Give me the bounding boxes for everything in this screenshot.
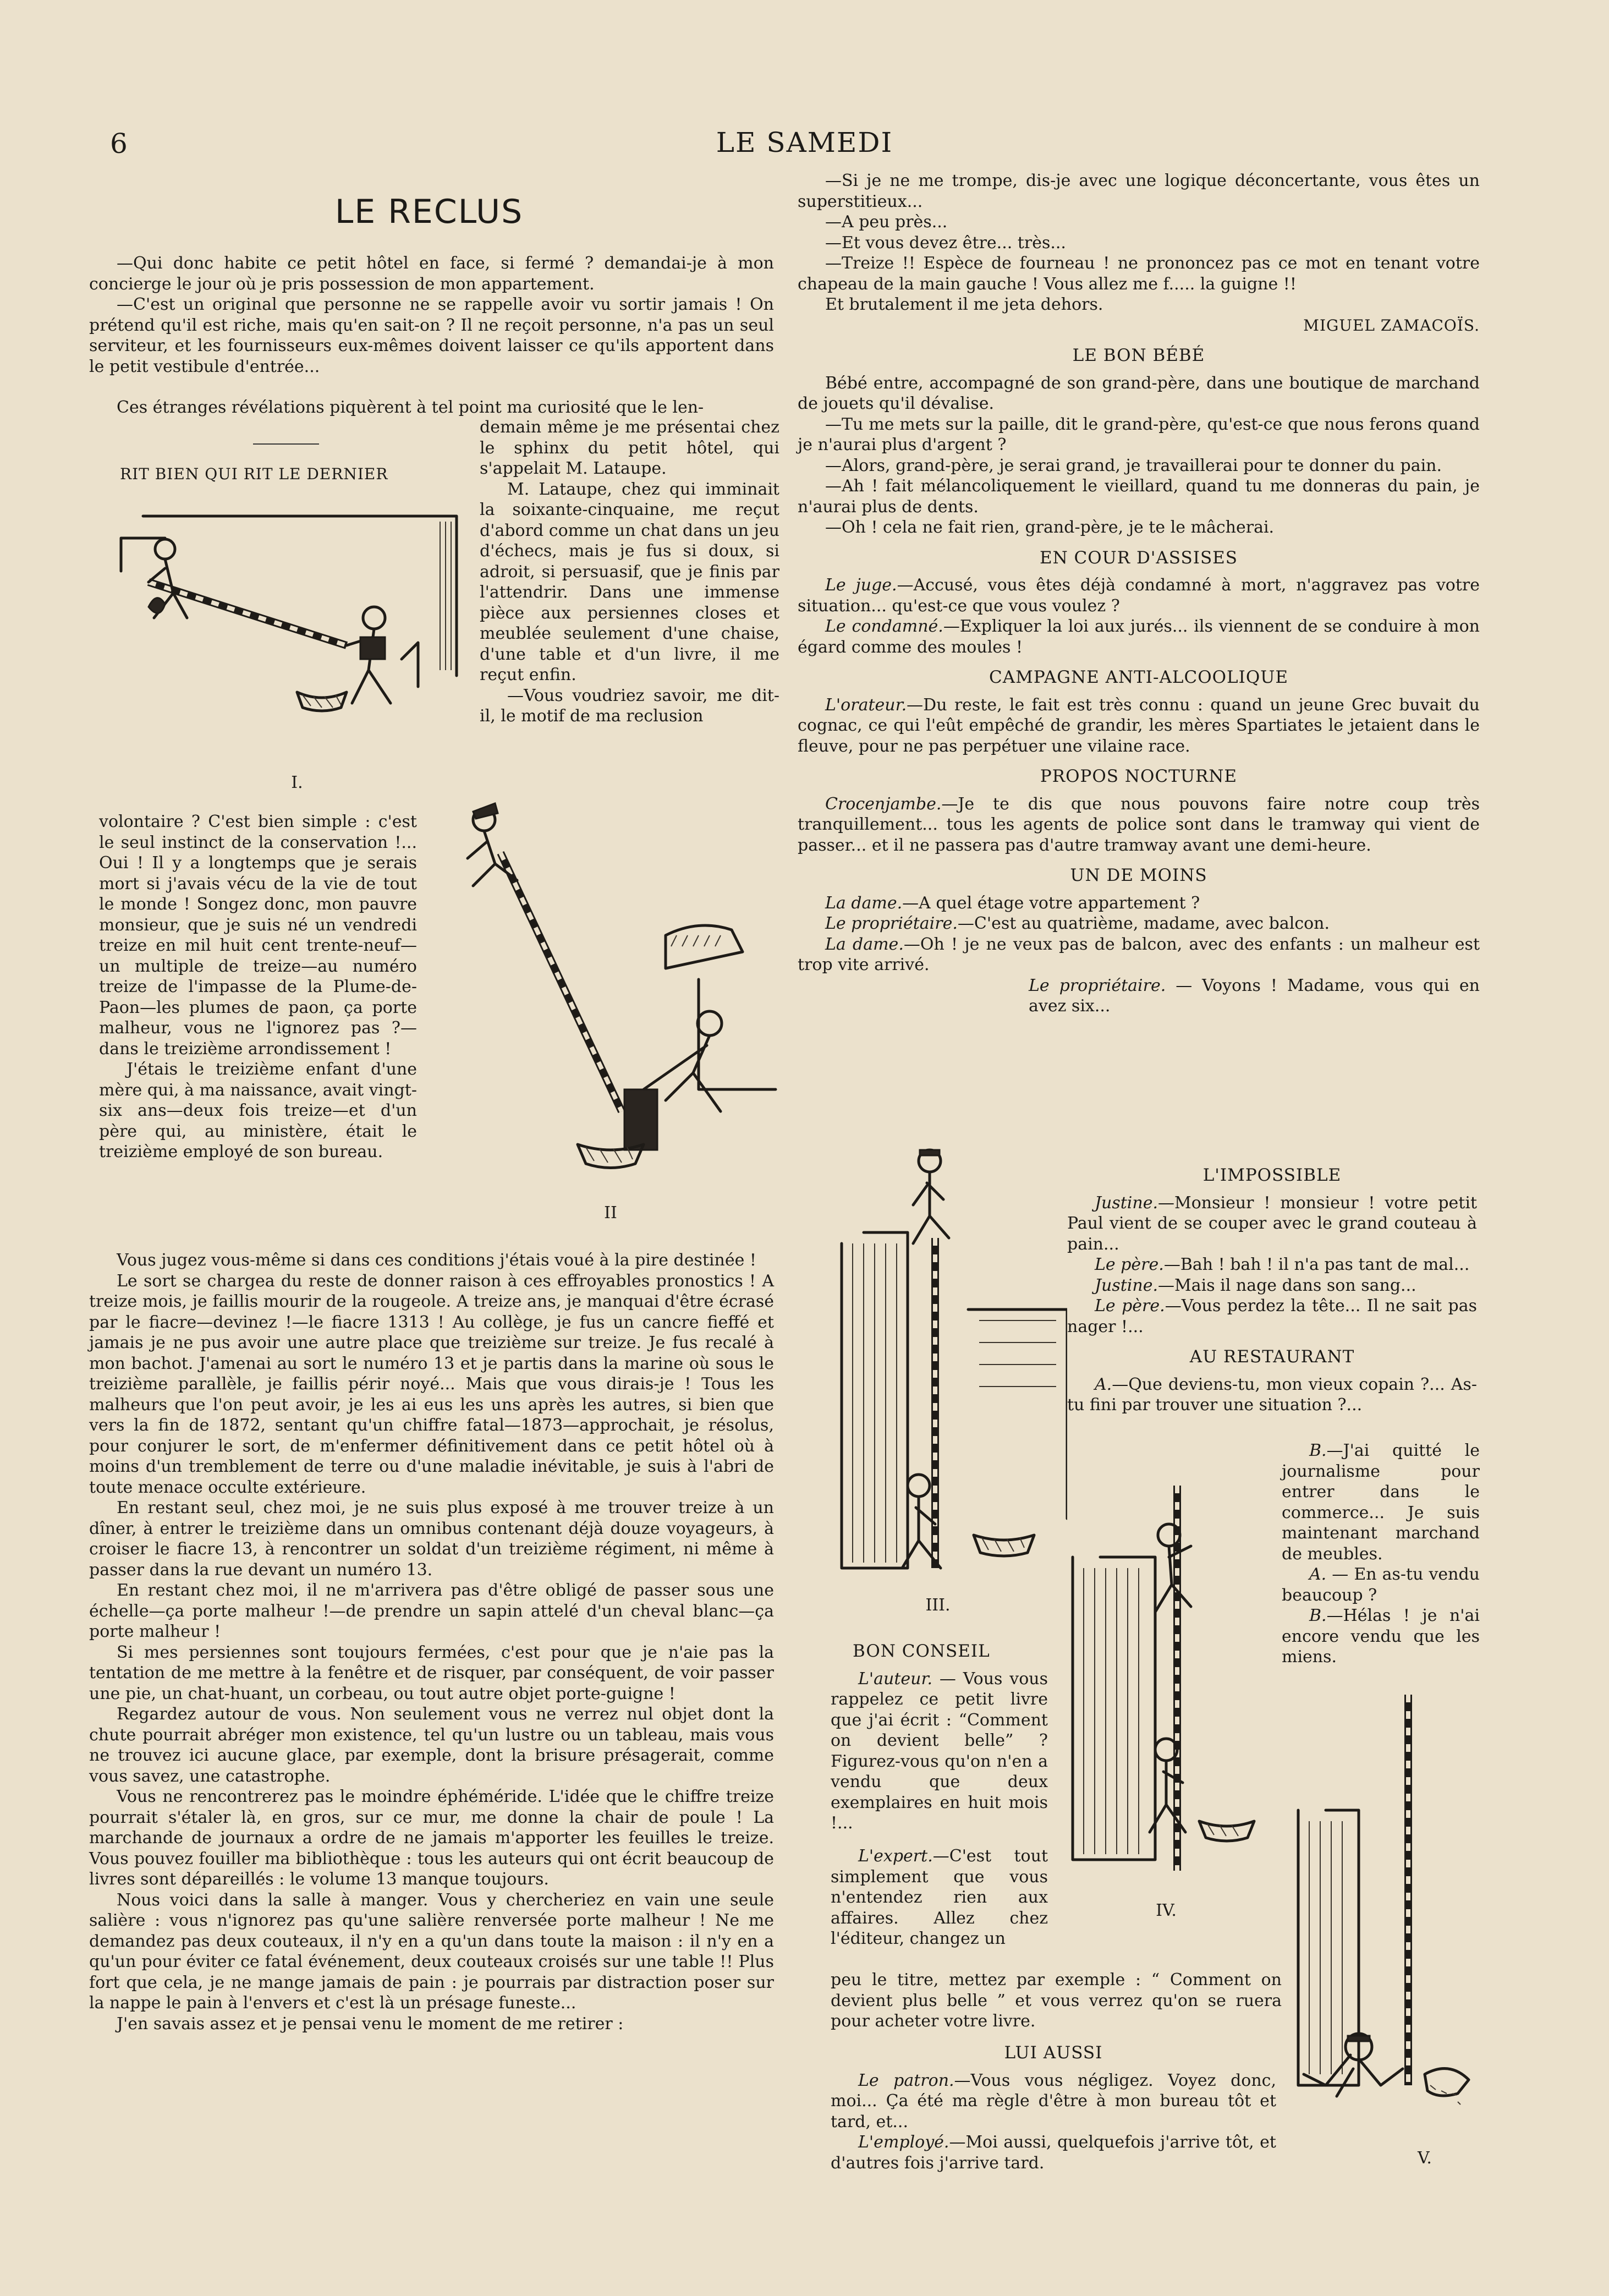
reclus-paragraph: Vous jugez vous-même si dans ces conditions j'étais voué à la pire destinée ! [117, 1251, 756, 1270]
reclus-paragraph: —C'est un original que personne ne se rappelle avoir vu sortir jamais ! On prétend qu'il est riche, mais qu'en sait-on ? Il ne reçoit personne, n'a pas un seul serviteur, et les fournisseurs eux-mêmes doivent laisser ce qu'ils apportent dans le petit vestibule d'entrée... [89, 295, 774, 376]
dialogue-text: —Hélas ! je n'ai encore vendu que les miens. [1282, 1606, 1480, 1667]
aussi-line [831, 2070, 1276, 2133]
restaurant-line [1282, 1564, 1480, 1605]
campagne-line [798, 695, 1480, 757]
conseil-title: BON CONSEIL [853, 1641, 990, 1661]
reclus-title: LE RECLUS [334, 193, 524, 231]
bon-bebe-line: —Oh ! cela ne fait rien, grand-père, je te le mâcherai. [825, 518, 1275, 537]
reclus-body [89, 1250, 774, 2034]
aussi-line [831, 2132, 1276, 2173]
speaker: La dame. [825, 934, 904, 954]
dialogue-text: — En as-tu vendu beaucoup ? [1282, 1565, 1480, 1605]
masthead: LE SAMEDI [716, 127, 893, 158]
reclus-paragraph: —Si je ne me trompe, dis-je avec une logique déconcertante, vous êtes un superstitieux... [798, 171, 1480, 211]
dialogue-text: —Oh ! je ne veux pas de balcon, avec des enfants : un malheur est trop vite arrivé. [798, 934, 1480, 974]
dialogue-text: — Voyons ! Madame, vous qui en avez six... [1029, 976, 1480, 1016]
propos-title: PROPOS NOCTURNE [1040, 766, 1238, 786]
dialogue-text: —Bah ! bah ! il n'a pas tant de mal... [1163, 1255, 1470, 1274]
speaker: Le juge. [825, 576, 897, 595]
speaker: La dame. [825, 893, 903, 913]
reclus-paragraph: Nous voici dans la salle à manger. Vous y chercheriez en vain une seule salière : vous n'ignorez pas qu'une salière renversée porte malheur ! Ne me demandez pas deux couteaux, il n'y en a qu'un dans toute la maison : il n'y en a qu'un pour éviter ce fatal événement, deux couteaux croisés sur une table !! Plus fort que cela, je ne mange jamais de pain : je pourrais par distraction poser sur la nappe le pain à l'envers et c'est là un présage funeste... [89, 1890, 774, 2013]
impossible-line [1067, 1275, 1477, 1296]
caption-iii: III. [925, 1596, 951, 1615]
speaker: B. [1309, 1606, 1327, 1625]
reclus-paragraph: volontaire ? C'est bien simple : c'est le seul instinct de la conservation !... Oui ! Il y a longtemps que je serais mort si j'avais vécu de la vie de tout le monde ! Songez donc, mon pauvre monsieur, que je suis né un vendredi treize en mil huit cent trente-neuf—un multiple de treize—au numéro treize de l'impasse de la Plume-de-Paon—les plumes de paon, ça porte malheur, vous ne l'ignorez pas ?—dans le treizième arrondissement ! [99, 812, 417, 1059]
bon-bebe-line: —Ah ! fait mélancoliquement le vieillard, quand tu me donneras du pain, je n'aurai plus de dents. [798, 476, 1480, 517]
speaker: Le père. [1095, 1296, 1165, 1316]
speaker: L'auteur. [858, 1669, 933, 1689]
right-column-top [798, 171, 1480, 1017]
rit-title: RIT BIEN QUI RIT LE DERNIER [120, 465, 388, 483]
illustration-ii [435, 781, 787, 1205]
reclus-paragraph: —Et vous devez être... très... [825, 233, 1066, 253]
dialogue-text: —Du reste, le fait est très connu : quand un jeune Grec buvait du cognac, ce qui l'eût empêché de grandir, les mères Spartiates le jetaient dans le fleuve, pour ne pas perpétuer une vilaine race. [798, 695, 1480, 756]
illustration-iv [1067, 1475, 1298, 1898]
reclus-paragraph: En restant chez moi, il ne m'arrivera pas d'être obligé de passer sous une échelle—ça porte malheur !—de prendre un sapin attelé d'un cheval blanc—ça porte malheur ! [89, 1581, 774, 1641]
restaurant-line [1282, 1440, 1480, 1564]
speaker: L'orateur. [825, 695, 907, 715]
speaker: Le patron. [858, 2070, 954, 2090]
propos-line [798, 794, 1480, 856]
restaurant-title: AU RESTAURANT [1189, 1347, 1355, 1367]
dialogue-text: —C'est tout simplement que vous n'entendez rien aux affaires. Allez chez l'éditeur, changez un [831, 1846, 1048, 1948]
reclus-paragraph: M. Lataupe, chez qui imminait la soixante-cinquaine, me reçut d'abord comme un chat dans un jeu d'échecs, mais je fus si doux, si adroit, si persuasif, que je finis par l'attendrir. Dans une immense pièce aux persiennes closes et meublée seulement d'une chaise, d'une table et d'un livre, il me reçut enfin. [480, 479, 779, 684]
impossible-title: L'IMPOSSIBLE [1202, 1165, 1342, 1185]
caption-v: V. [1418, 2149, 1432, 2168]
reclus-paragraph: Vous ne rencontrerez pas le moindre éphéméride. L'idée que le chiffre treize pourrait s'étaler là, en gros, sur ce mur, me donne la chair de poule ! La marchande de journaux a ordre de ne jamais m'apporter les feuilles le treize. Vous pouvez fouiller ma bibliothèque : tous les auteurs qui ont écrit beaucoup de livres sont dépareillés : le volume 13 manque toujours. [89, 1787, 774, 1889]
page-number: 6 [110, 128, 128, 160]
reclus-paragraph: —Qui donc habite ce petit hôtel en face, si fermé ? demandai-je à mon concierge le jour où je pris possession de mon appartement. [89, 254, 774, 294]
conseil-line [831, 1846, 1048, 1949]
dialogue-text: —Monsieur ! monsieur ! votre petit Paul vient de se couper avec le grand couteau à pain... [1067, 1193, 1477, 1254]
speaker: B. [1309, 1441, 1327, 1460]
caption-ii: II [604, 1203, 617, 1223]
impossible-line [1067, 1296, 1477, 1337]
speaker: L'employé. [858, 2133, 949, 2152]
dialogue-text: —Mais il nage dans son sang... [1158, 1275, 1416, 1295]
conseil-expert-wide [831, 1970, 1282, 2032]
speaker: A. [1309, 1565, 1327, 1584]
assises-title: EN COUR D'ASSISES [1039, 547, 1238, 568]
speaker: Le propriétaire. [825, 914, 958, 933]
bon-bebe-line: Bébé entre, accompagné de son grand-père, dans une boutique de marchand de jouets qu'il dévalise. [798, 373, 1480, 413]
restaurant-line [1067, 1374, 1477, 1416]
speaker: A. [1095, 1374, 1112, 1394]
campagne-title: CAMPAGNE ANTI-ALCOOLIQUE [989, 667, 1289, 687]
reclus-paragraph: En restant seul, chez moi, je ne suis plus exposé à me trouver treize à un dîner, à entrer le treizième dans un omnibus contenant déjà douze voyageurs, à croiser le fiacre 13, à rencontrer un soldat d'un treizième régiment, ni même à passer dans la rue devant un numéro 13. [89, 1498, 774, 1580]
conseil-section [831, 1631, 1048, 1834]
assises-line [798, 616, 1480, 657]
author-signature: MIGUEL ZAMACOÏS. [1303, 316, 1480, 335]
dialogue-text: —Expliquer la loi aux jurés... ils viennent de se conduire à mon égard comme des moules ! [798, 617, 1480, 657]
reclus-middle [99, 812, 417, 1163]
moins-title: UN DE MOINS [1070, 865, 1207, 885]
reclus-paragraph: J'étais le treizième enfant d'une mère qui, à ma naissance, avait vingt-six ans—deux fois treize—et d'un père qui, au ministère, était le treizième employé de son bureau. [99, 1060, 417, 1161]
dialogue-text: —Accusé, vous êtes déjà condamné à mort, n'aggravez pas votre situation... qu'est-ce que vous voulez ? [798, 576, 1480, 616]
restaurant-line [1282, 1605, 1480, 1668]
bon-bebe-line: —Tu me mets sur la paille, dit le grand-père, qu'est-ce que nous ferons quand je n'aurai plus d'argent ? [798, 414, 1480, 454]
bon-bebe-title: LE BON BÉBÉ [1072, 346, 1205, 365]
reclus-paragraph: Ces étranges révélations piquèrent à tel point ma curiosité que le len- [117, 398, 704, 417]
speaker: Le condamné. [825, 617, 943, 636]
right-lower-column [1067, 1155, 1477, 1416]
speaker: Justine. [1095, 1275, 1158, 1295]
speaker: Justine. [1095, 1193, 1158, 1213]
conseil-line [831, 1669, 1048, 1834]
dialogue-text: —Moi aussi, quelquefois j'arrive tôt, et d'autres fois j'arrive tard. [831, 2133, 1276, 2173]
rit-divider [253, 443, 319, 445]
caption-i: I. [291, 773, 303, 792]
reclus-paragraph: —Treize !! Espèce de fourneau ! ne prononcez pas ce mot en tenant votre chapeau de la main gauche ! Vous allez me f..... la guigne !! [798, 254, 1480, 294]
illustration-i [110, 505, 462, 731]
dialogue-text: peu le titre, mettez par exemple : “ Comment on devient plus belle ” et vous verrez qu'on se ruera pour acheter votre livre. [831, 1970, 1282, 2031]
reclus-paragraph-lead [89, 397, 774, 418]
reclus-paragraph: —A peu près... [825, 212, 948, 232]
speaker: Le propriétaire. [1029, 976, 1166, 995]
moins-line [798, 913, 1480, 934]
reclus-paragraph: Le sort se chargea du reste de donner raison à ces effroyables pronostics ! A treize mois, je faillis mourir de la rougeole. A treize ans, je manquai d'être écrasé par le fiacre—devinez !—le fiacre 1313 ! Au collège, je fus un cancre fieffé et jamais je ne pus avoir une autre place que treizième sur treize. Je fus recalé à mon bachot. J'amenai au sort le numéro 13 et je partis dans la marine où sous le treizième parallèle, je faillis périr noyé... Mais que vous dirais-je ! Tous les malheurs que l'on peut avoir, je les ai eus les uns après les autres, si bien que vers la fin de 1872, sentant qu'un chiffre fatal—1873—approchait, je résolus, pour conjurer le sort, de m'enfermer définitivement dans ce petit hôtel où à moins d'un tremblement de terre ou d'une maladie inévitable, je suis à l'abri de toute menace occulte extérieure. [89, 1271, 774, 1497]
reclus-paragraph: Regardez autour de vous. Non seulement vous ne verrez nul objet dont la chute pourrait abréger mon existence, tel qu'un lustre ou un tableau, mais vous ne trouvez ici aucune glace, par exemple, dont la brisure présagerait, comme vous savez, une catastrophe. [89, 1705, 774, 1786]
reclus-paragraph: Et brutalement il me jeta dehors. [825, 295, 1103, 314]
conseil-expert [831, 1846, 1048, 1949]
dialogue-text: —Vous perdez la tête... Il ne sait pas nager !... [1067, 1296, 1477, 1336]
speaker: Crocenjambe. [825, 794, 942, 814]
dialogue-text: —C'est au quatrième, madame, avec balcon. [957, 914, 1330, 933]
speaker: Le père. [1095, 1255, 1164, 1274]
illustration-iii [831, 1133, 1067, 1585]
restaurant-narrow [1282, 1440, 1480, 1668]
reclus-narrow-column [480, 417, 779, 727]
moins-line [798, 893, 1480, 914]
assises-line [798, 575, 1480, 616]
moins-line [798, 976, 1480, 1017]
illustration-v [1293, 1689, 1480, 2129]
bon-bebe-line: —Alors, grand-père, je serai grand, je travaillerai pour te donner du pain. [825, 456, 1442, 475]
reclus-paragraph: Si mes persiennes sont toujours fermées, c'est pour que je n'aie pas la tentation de me mettre à la fenêtre et de risquer, par conséquent, de voir passer une pie, un chat-huant, un corbeau, ou tout autre objet porte-guigne ! [89, 1642, 774, 1703]
dialogue-text: —Que deviens-tu, mon vieux copain ?... As-tu fini par trouver une situation ?... [1067, 1374, 1477, 1415]
reclus-paragraph: J'en savais assez et je pensai venu le moment de me retirer : [117, 2014, 624, 2034]
reclus-paragraph: demain même je me présentai chez le sphinx du petit hôtel, qui s'appelait M. Lataupe. [480, 418, 779, 478]
dialogue-text: —J'ai quitté le journalisme pour entrer dans le commerce... Je suis maintenant marchand de meubles. [1282, 1441, 1480, 1564]
dialogue-text: —A quel étage votre appartement ? [902, 893, 1200, 913]
dialogue-text: —Vous vous négligez. Voyez donc, moi... Ça été ma règle d'être à mon bureau tôt et tard, et... [831, 2070, 1276, 2131]
speaker: L'expert. [858, 1846, 933, 1866]
aussi-title: LUI AUSSI [1004, 2043, 1103, 2063]
moins-line [798, 934, 1480, 976]
caption-iv: IV. [1156, 1901, 1177, 1920]
reclus-paragraph: —Vous voudriez savoir, me dit-il, le motif de ma reclusion [480, 686, 779, 726]
reclus-intro [89, 253, 774, 377]
dialogue-text: — Vous vous rappelez ce petit livre que j'ai écrit : “Comment on devient belle” ? Figurez-vous qu'on n'en a vendu que deux exemplaires en huit mois !... [831, 1669, 1048, 1833]
impossible-line [1067, 1254, 1477, 1275]
impossible-line [1067, 1193, 1477, 1255]
dialogue-text: —Je te dis que nous pouvons faire notre coup très tranquillement... tous les agents de police sont dans le tramway qui vient de passer... et il ne passera pas d'autre tramway avant une demi-heure. [798, 794, 1480, 855]
aussi-section [831, 2033, 1276, 2173]
